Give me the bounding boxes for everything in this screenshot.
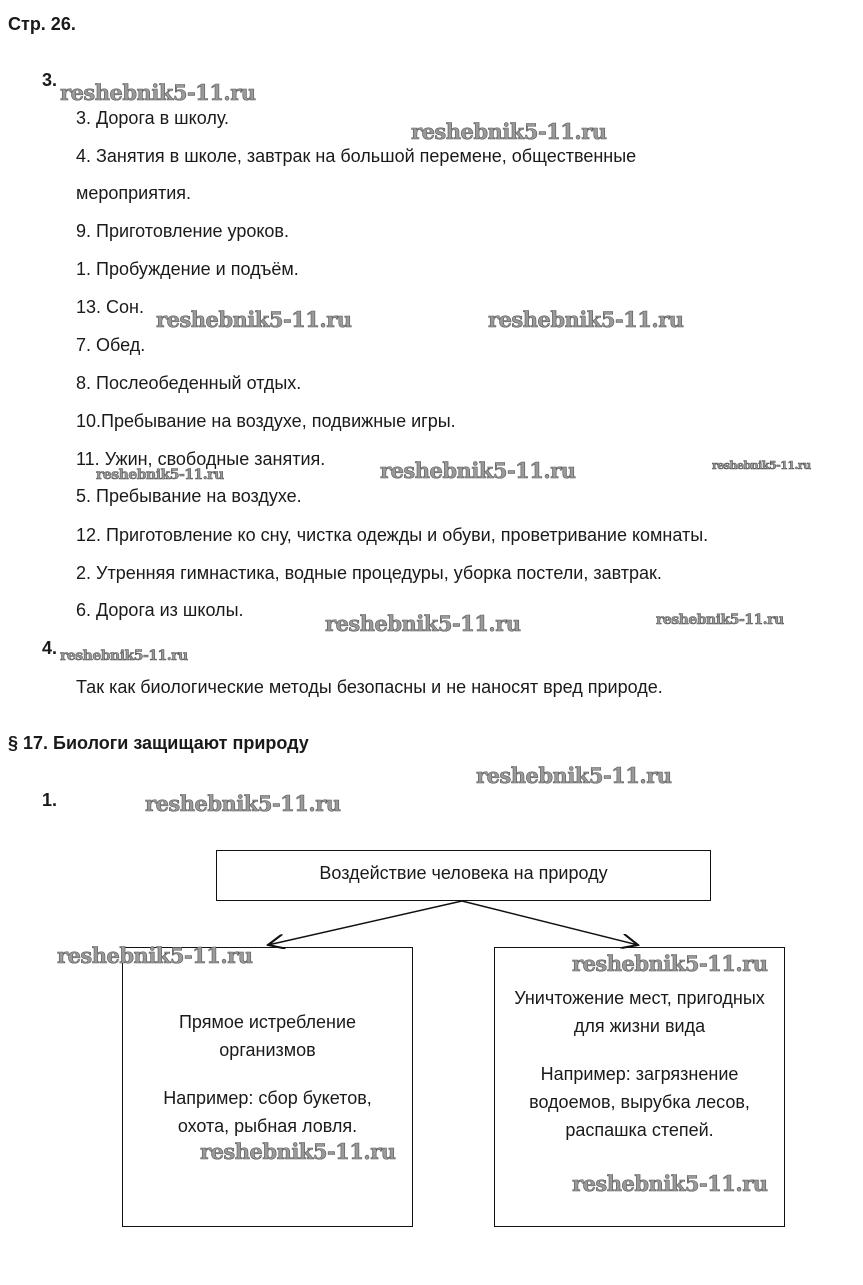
left-example: Например: сбор букетов, охота, рыбная ловля. [163,1088,372,1136]
list-item: 5. Пребывание на воздухе. [76,486,302,506]
watermark: reshebnik5-11.ru [60,80,256,105]
watermark: reshebnik5-11.ru [411,119,607,144]
task-4-number: 4. [42,638,58,658]
list-item: 10.Пребывание на воздухе, подвижные игры. [76,411,456,431]
arrow-right [462,901,638,945]
list-item: 1. Пробуждение и подъём. [76,259,299,279]
diagram-root-box [216,850,711,901]
watermark: reshebnik5-11.ru [476,763,672,788]
watermark: reshebnik5-11.ru [60,648,188,664]
list-item: 11. Ужин, свободные занятия. [76,449,326,469]
arrow-left [268,901,462,945]
watermark: reshebnik5-11.ru [712,459,811,472]
list-item: 4. Занятия в школе, завтрак на большой перемене, общественные [76,146,637,166]
watermark: reshebnik5-11.ru [96,467,224,483]
watermark: reshebnik5-11.ru [156,307,352,332]
right-example: Например: загрязнение водоемов, вырубка лесов, распашка степей. [529,1064,750,1140]
watermark: reshebnik5-11.ru [57,943,253,968]
task-1-number: 1. [42,790,58,810]
watermark: reshebnik5-11.ru [380,458,576,483]
list-item: 3. Дорога в школу. [76,108,230,128]
list-item: 12. Приготовление ко сну, чистка одежды и обуви, проветривание комнаты. [76,525,709,545]
watermark: reshebnik5-11.ru [325,611,521,636]
diagram-left-box [122,947,413,1227]
section-title: § 17. Биологи защищают природу [8,733,309,753]
list-item: 13. Сон. [76,297,144,317]
page-label: Стр. 26. [8,14,76,34]
task-4-answer: Так как биологические методы безопасны и не наносят вред природе. [76,677,663,697]
watermark: reshebnik5-11.ru [145,791,341,816]
list-item: 6. Дорога из школы. [76,600,244,620]
diagram-root-text: Воздействие человека на природу [319,863,608,883]
watermark: reshebnik5-11.ru [200,1139,396,1164]
watermark: reshebnik5-11.ru [572,1171,768,1196]
watermark: reshebnik5-11.ru [572,951,768,976]
list-item: 9. Приготовление уроков. [76,221,289,241]
right-title: Уничтожение мест, пригодных для жизни вида [514,988,765,1036]
list-item: 2. Утренняя гимнастика, водные процедуры, уборка постели, завтрак. [76,563,662,583]
list-item: 7. Обед. [76,335,146,355]
task-3-number: 3. [42,70,58,90]
list-item: 8. Послеобеденный отдых. [76,373,302,393]
list-item: мероприятия. [76,183,192,203]
watermark: reshebnik5-11.ru [488,307,684,332]
left-title: Прямое истребление организмов [178,1012,357,1060]
watermark: reshebnik5-11.ru [656,612,784,628]
